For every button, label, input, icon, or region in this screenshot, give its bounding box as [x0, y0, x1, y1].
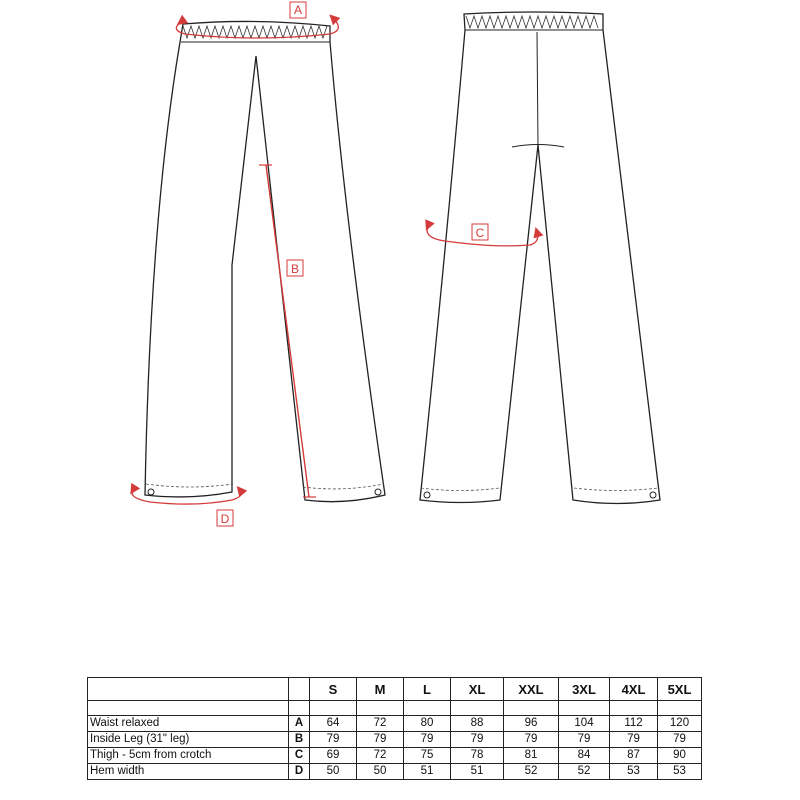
table-cell: 79: [451, 732, 504, 748]
table-cell: 112: [610, 716, 658, 732]
header-blank-cell: [88, 678, 289, 701]
front-right-hem-snap: [375, 489, 381, 495]
front-left-hem-snap: [148, 489, 154, 495]
size-header-5xl: 5XL: [658, 678, 702, 701]
table-cell: 104: [559, 716, 610, 732]
measure-a-label: A: [293, 3, 303, 17]
table-cell: 75: [404, 748, 451, 764]
row-label: Hem width: [88, 764, 289, 780]
table-cell: 64: [310, 716, 357, 732]
measure-d-label: D: [220, 512, 230, 526]
size-header-row: [88, 678, 702, 701]
table-cell: 51: [404, 764, 451, 780]
table-row: [88, 748, 702, 764]
table-cell: 72: [357, 748, 404, 764]
table-cell: 79: [310, 732, 357, 748]
table-cell: 87: [610, 748, 658, 764]
row-code: B: [289, 732, 310, 748]
table-cell: 52: [504, 764, 559, 780]
row-code: D: [289, 764, 310, 780]
back-left-hem-snap: [424, 492, 430, 498]
row-label: Waist relaxed: [88, 716, 289, 732]
table-cell: 78: [451, 748, 504, 764]
table-cell: 96: [504, 716, 559, 732]
table-cell: 52: [559, 764, 610, 780]
table-cell: 72: [357, 716, 404, 732]
table-cell: 90: [658, 748, 702, 764]
front-trouser-outline: [145, 21, 385, 501]
table-cell: 88: [451, 716, 504, 732]
row-code: A: [289, 716, 310, 732]
table-cell: 51: [451, 764, 504, 780]
table-cell: 81: [504, 748, 559, 764]
table-row: [88, 716, 702, 732]
size-header-l: L: [404, 678, 451, 701]
front-view: [132, 2, 385, 526]
row-label: Thigh - 5cm from crotch: [88, 748, 289, 764]
size-header-m: M: [357, 678, 404, 701]
header-code-cell: [289, 678, 310, 701]
table-cell: 79: [504, 732, 559, 748]
size-chart-table: [87, 677, 702, 780]
back-view: [420, 12, 660, 504]
size-header-4xl: 4XL: [610, 678, 658, 701]
size-header-xl: XL: [451, 678, 504, 701]
table-row: [88, 764, 702, 780]
table-cell: 50: [357, 764, 404, 780]
spacer-row: [88, 701, 702, 716]
table-cell: 79: [658, 732, 702, 748]
measure-b-label: B: [290, 262, 300, 276]
size-header-3xl: 3XL: [559, 678, 610, 701]
row-label: Inside Leg (31" leg): [88, 732, 289, 748]
measure-c-label: C: [475, 226, 485, 240]
table-cell: 79: [404, 732, 451, 748]
row-code: C: [289, 748, 310, 764]
table-cell: 79: [610, 732, 658, 748]
table-row: [88, 732, 702, 748]
table-cell: 120: [658, 716, 702, 732]
table-cell: 53: [610, 764, 658, 780]
back-trouser-outline: [420, 12, 660, 504]
table-cell: 69: [310, 748, 357, 764]
table-cell: 53: [658, 764, 702, 780]
back-right-hem-snap: [650, 492, 656, 498]
table-cell: 50: [310, 764, 357, 780]
size-header-s: S: [310, 678, 357, 701]
table-cell: 80: [404, 716, 451, 732]
table-cell: 79: [559, 732, 610, 748]
table-cell: 79: [357, 732, 404, 748]
size-header-xxl: XXL: [504, 678, 559, 701]
table-cell: 84: [559, 748, 610, 764]
